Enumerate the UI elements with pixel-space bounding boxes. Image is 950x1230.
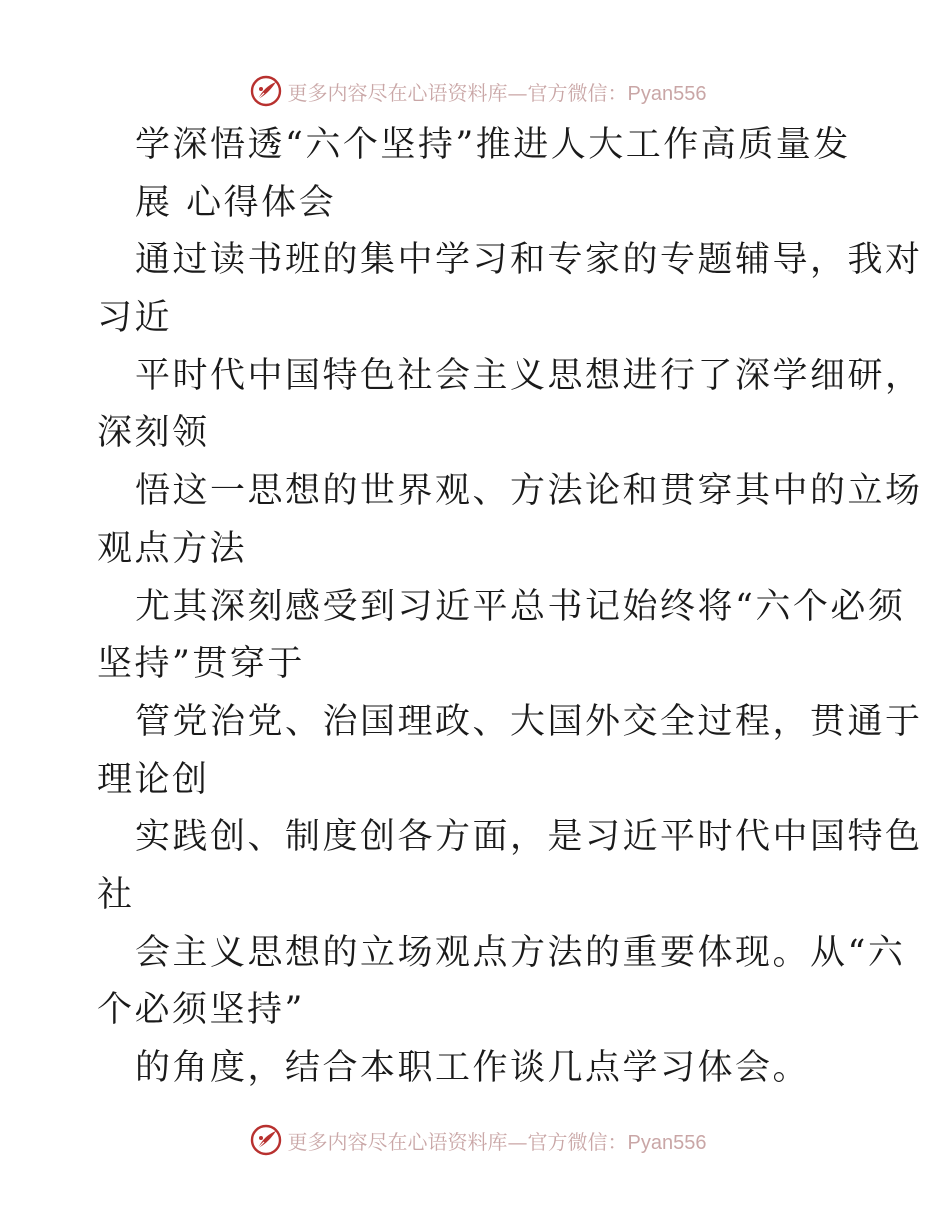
footer-banner: [0, 1118, 950, 1162]
footer-banner-wechat: Pyan556: [627, 1131, 707, 1154]
doc-line: 理论创: [97, 759, 210, 800]
doc-line: 的角度，结合本职工作谈几点学习体会。: [135, 1048, 811, 1088]
doc-line: 管党治党、治国理政、大国外交全过程，贯通于: [135, 701, 923, 742]
header-banner-inner: [244, 75, 707, 107]
doc-line: 悟这一思想的世界观、方法论和贯穿其中的立场: [135, 471, 923, 512]
doc-line: 社: [97, 874, 135, 915]
doc-line: 实践创、制度创各方面，是习近平时代中国特色: [135, 817, 923, 858]
doc-line: 观点方法: [97, 528, 248, 569]
doc-line: 尤其深刻感受到习近平总书记始终将“六个必须: [135, 586, 906, 627]
header-banner: [0, 69, 950, 113]
doc-line: 通过读书班的集中学习和专家的专题辅导，我对: [135, 240, 923, 281]
doc-line: 习近: [97, 298, 173, 339]
document-body: [97, 117, 923, 1098]
footer-banner-label: 更多内容尽在心语资料库—官方微信：: [287, 1129, 628, 1154]
doc-line: 个必须坚持”: [97, 990, 305, 1031]
footer-banner-text: [288, 1126, 707, 1155]
header-banner-text: [288, 77, 707, 106]
doc-title-line-1: 学深悟透“六个坚持”推进人大工作高质量发: [135, 125, 851, 165]
doc-line: 平时代中国特色社会主义思想进行了深学细研，: [135, 355, 923, 396]
footer-banner-inner: [244, 1124, 707, 1156]
doc-title-line-2: 展 心得体会: [135, 182, 337, 223]
quill-logo-icon: [250, 1124, 282, 1156]
quill-logo-icon: [250, 75, 282, 107]
doc-line: 会主义思想的立场观点方法的重要体现。从“六: [135, 932, 906, 973]
header-banner-wechat: Pyan556: [627, 82, 707, 105]
doc-line: 深刻领: [97, 413, 210, 454]
header-banner-label: 更多内容尽在心语资料库—官方微信：: [287, 80, 628, 105]
doc-line: 坚持”贯穿于: [97, 644, 305, 685]
